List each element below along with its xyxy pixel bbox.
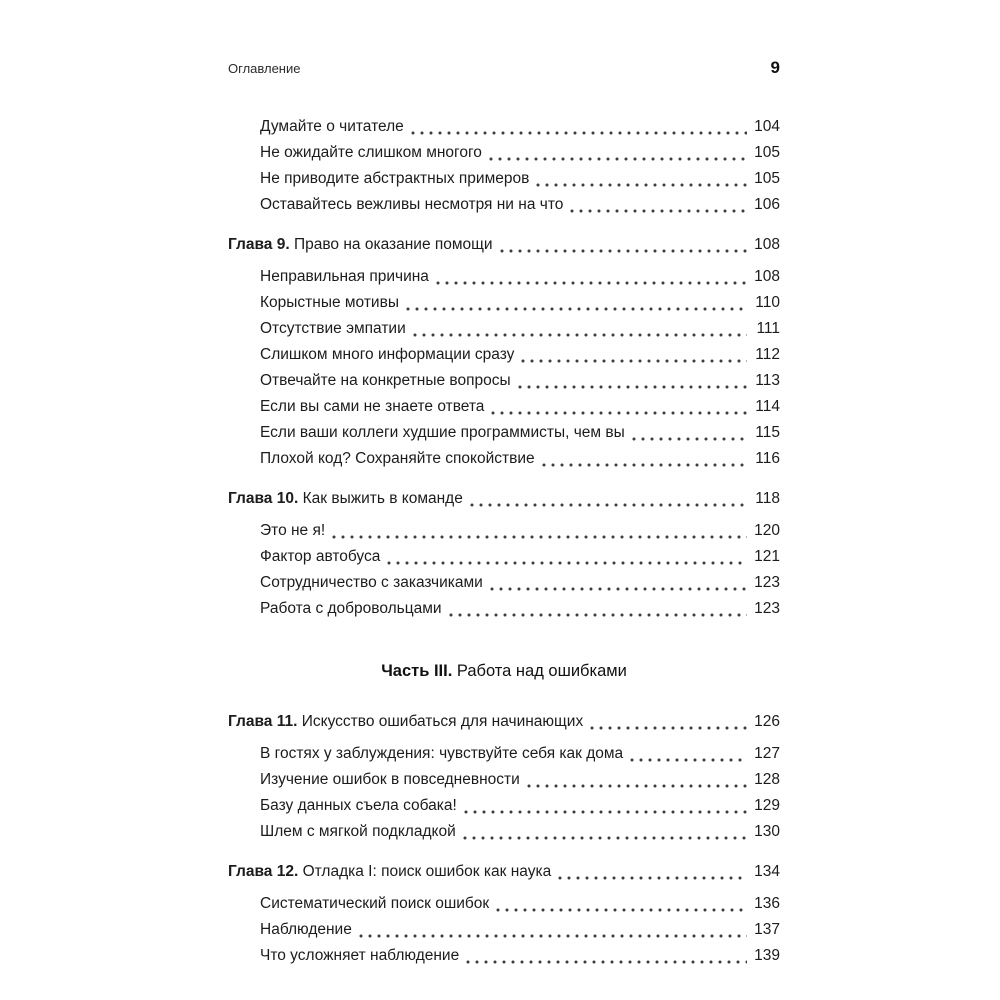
- entry-page: 106: [754, 196, 780, 213]
- entry-page: 104: [754, 118, 780, 135]
- entry-title: Неправильная причина: [260, 268, 429, 285]
- entry-page: 113: [755, 372, 780, 389]
- entry-title: Не ожидайте слишком многого: [260, 144, 482, 161]
- entry-title: Работа с добровольцами: [260, 600, 442, 617]
- entry-title: Отвечайте на конкретные вопросы: [260, 372, 511, 389]
- dot-leader: [590, 726, 747, 730]
- dot-leader: [387, 561, 747, 565]
- dot-leader: [491, 411, 747, 415]
- toc-sub-entry: [228, 290, 780, 316]
- entry-page: 123: [754, 574, 780, 591]
- entry-title: Корыстные мотивы: [260, 294, 399, 311]
- dot-leader: [521, 359, 747, 363]
- entry-title: Думайте о читателе: [260, 118, 404, 135]
- dot-leader: [466, 960, 747, 964]
- book-page: [228, 58, 780, 969]
- toc-sub-entry: [228, 544, 780, 570]
- dot-leader: [359, 934, 747, 938]
- entry-title: Не приводите абстрактных примеров: [260, 170, 530, 187]
- dot-leader: [470, 503, 747, 507]
- entry-title: Глава 12. Отладка I: поиск ошибок как наука: [228, 863, 552, 880]
- page-header: [228, 58, 780, 78]
- dot-leader: [436, 281, 747, 285]
- entry-page: 123: [754, 600, 780, 617]
- page-number: 9: [770, 58, 780, 77]
- toc-sub-entry: [228, 596, 780, 622]
- entry-title: Глава 9. Право на оказание помощи: [228, 236, 493, 253]
- dot-leader: [496, 908, 747, 912]
- entry-page: 126: [754, 713, 780, 730]
- dot-leader: [536, 183, 747, 187]
- entry-page: 121: [754, 548, 780, 565]
- dot-leader: [489, 157, 747, 161]
- toc-chapter-entry: [228, 709, 780, 735]
- entry-page: 111: [756, 320, 780, 337]
- entry-page: 130: [754, 823, 780, 840]
- running-title: Оглавление: [228, 61, 301, 76]
- entry-page: 105: [754, 144, 780, 161]
- toc-sub-entry: [228, 917, 780, 943]
- entry-title: Что усложняет наблюдение: [260, 947, 460, 964]
- entry-page: 127: [754, 745, 780, 762]
- toc-sub-entry: [228, 368, 780, 394]
- entry-title: Глава 11. Искусство ошибаться для начинающих: [228, 713, 584, 730]
- dot-leader: [332, 535, 747, 539]
- toc-sub-entry: [228, 316, 780, 342]
- entry-page: 128: [754, 771, 780, 788]
- dot-leader: [411, 131, 747, 135]
- entry-page: 114: [755, 398, 780, 415]
- entry-page: 105: [754, 170, 780, 187]
- toc-sub-entry: [228, 264, 780, 290]
- dot-leader: [518, 385, 747, 389]
- entry-title: Изучение ошибок в повседневности: [260, 771, 520, 788]
- toc-sub-entry: [228, 741, 780, 767]
- dot-leader: [542, 463, 747, 467]
- toc-sub-entry: [228, 420, 780, 446]
- entry-page: 136: [754, 895, 780, 912]
- toc-list: [228, 114, 780, 969]
- entry-title: Сотрудничество с заказчиками: [260, 574, 483, 591]
- dot-leader: [449, 613, 747, 617]
- dot-leader: [490, 587, 747, 591]
- toc-sub-entry: [228, 114, 780, 140]
- entry-page: 134: [754, 863, 780, 880]
- dot-leader: [406, 307, 747, 311]
- toc-sub-entry: [228, 793, 780, 819]
- toc-chapter-entry: [228, 232, 780, 258]
- entry-page: 108: [754, 236, 780, 253]
- toc-sub-entry: [228, 767, 780, 793]
- entry-title: Оставайтесь вежливы несмотря ни на что: [260, 196, 564, 213]
- entry-page: 129: [754, 797, 780, 814]
- entry-page: 120: [754, 522, 780, 539]
- entry-title: Фактор автобуса: [260, 548, 381, 565]
- entry-page: 108: [754, 268, 780, 285]
- dot-leader: [527, 784, 747, 788]
- entry-page: 115: [755, 424, 780, 441]
- entry-page: 118: [755, 490, 780, 507]
- chapter-label: Глава 11.: [228, 713, 302, 730]
- entry-page: 137: [754, 921, 780, 938]
- entry-title: Шлем с мягкой подкладкой: [260, 823, 456, 840]
- dot-leader: [558, 876, 747, 880]
- entry-title: Отсутствие эмпатии: [260, 320, 406, 337]
- entry-title: Базу данных съела собака!: [260, 797, 457, 814]
- dot-leader: [632, 437, 747, 441]
- toc-sub-entry: [228, 140, 780, 166]
- entry-title: В гостях у заблуждения: чувствуйте себя как дома: [260, 745, 624, 762]
- entry-title: Если вы сами не знаете ответа: [260, 398, 485, 415]
- part-heading: Часть III. Работа над ошибками: [381, 662, 627, 680]
- entry-page: 116: [755, 450, 780, 467]
- toc-sub-entry: [228, 394, 780, 420]
- dot-leader: [500, 249, 747, 253]
- entry-title: Наблюдение: [260, 921, 352, 938]
- toc-sub-entry: [228, 166, 780, 192]
- entry-page: 139: [754, 947, 780, 964]
- toc-sub-entry: [228, 518, 780, 544]
- dot-leader: [630, 758, 747, 762]
- dot-leader: [570, 209, 747, 213]
- toc-sub-entry: [228, 819, 780, 845]
- chapter-label: Глава 10.: [228, 490, 303, 507]
- entry-title: Если ваши коллеги худшие программисты, чем вы: [260, 424, 625, 441]
- chapter-label: Глава 9.: [228, 236, 294, 253]
- toc-sub-entry: [228, 891, 780, 917]
- entry-title: Плохой код? Сохраняйте спокойствие: [260, 450, 535, 467]
- entry-title: Это не я!: [260, 522, 326, 539]
- chapter-label: Глава 12.: [228, 863, 303, 880]
- toc-sub-entry: [228, 570, 780, 596]
- dot-leader: [463, 836, 747, 840]
- dot-leader: [464, 810, 747, 814]
- entry-title: Слишком много информации сразу: [260, 346, 515, 363]
- toc-sub-entry: [228, 446, 780, 472]
- toc-sub-entry: [228, 943, 780, 969]
- toc-sub-entry: [228, 192, 780, 218]
- toc-chapter-entry: [228, 859, 780, 885]
- toc-chapter-entry: [228, 486, 780, 512]
- entry-title: Систематический поиск ошибок: [260, 895, 490, 912]
- dot-leader: [413, 333, 747, 337]
- part-label: Часть III.: [381, 662, 457, 680]
- entry-page: 110: [755, 294, 780, 311]
- toc-sub-entry: [228, 342, 780, 368]
- entry-page: 112: [755, 346, 780, 363]
- entry-title: Глава 10. Как выжить в команде: [228, 490, 463, 507]
